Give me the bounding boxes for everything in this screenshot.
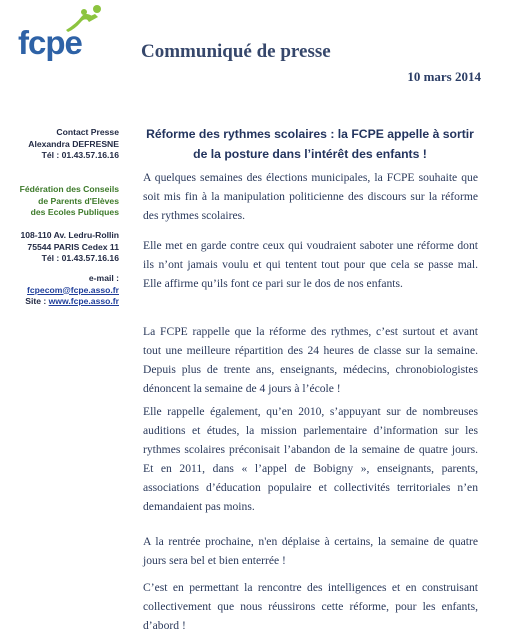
article-title-line: Réforme des rythmes scolaires : la FCPE appelle à sortir <box>146 127 474 141</box>
contact-name: Alexandra DEFRESNE <box>28 138 119 149</box>
page-title: Communiqué de presse <box>141 41 331 62</box>
site-label: Site : <box>25 296 49 306</box>
paragraph: Elle rappelle également, qu’en 2010, s’appuyant sur de nombreuses auditions et études, la mission parlementaire d’information sur les rythmes scolaires préconisait l’abandon de la semaine de quatre jours. Et en 2011, dans « l’appel de Bobigny », enseignants, parents, associations d’éducation populaire et collectivités territoriales n’en demandaient pas moins. <box>143 405 478 513</box>
address-line: 108-110 Av. Ledru-Rollin <box>20 230 119 240</box>
org-name-line: de Parents d'Elèves <box>38 195 119 206</box>
address-line: 75544 PARIS Cedex 11 <box>27 241 119 252</box>
organization-block <box>18 184 119 219</box>
org-name-line: Fédération des Conseils <box>19 184 119 194</box>
email-link[interactable]: fcpecom@fcpe.asso.fr <box>27 284 119 295</box>
paragraph: Elle met en garde contre ceux qui voudraient saboter une réforme dont ils n’ont jamais voulu et qui tentent tout pour que cela se passe mal. Elle affirme qu’ils font ce pari sur le dos de nos enfants. <box>143 239 478 290</box>
address-phone: Tél : 01.43.57.16.16 <box>41 253 119 263</box>
article-title <box>138 124 482 164</box>
contact-links-block <box>18 273 119 308</box>
email-label: e-mail : <box>88 273 119 283</box>
contact-label: Contact Presse <box>56 127 119 137</box>
article-title-line: de la posture dans l’intérêt des enfants ! <box>193 147 427 161</box>
logo-wordmark: fcpe <box>18 24 82 61</box>
org-name-line: des Ecoles Publiques <box>30 207 119 217</box>
paragraph: A quelques semaines des élections municipales, la FCPE souhaite que soit mis fin à la manipulation politicienne des discours sur la réforme des rythmes scolaires. <box>143 171 478 222</box>
fcpe-logo <box>18 4 100 66</box>
website-link[interactable]: www.fcpe.asso.fr <box>48 296 119 306</box>
release-date: 10 mars 2014 <box>407 69 481 84</box>
contact-phone: Tél : 01.43.57.16.16 <box>41 150 119 160</box>
paragraph: A la rentrée prochaine, n'en déplaise à certains, la semaine de quatre jours sera bel et bien enterrée ! <box>143 535 478 567</box>
paragraph: La FCPE rappelle que la réforme des rythmes, c’est surtout et avant tout une meilleure répartition des 24 heures de classe sur la semaine. Depuis plus de trente ans, enseignants, médecins, chronobiologistes dénoncent la semaine de 4 jours à l’école ! <box>143 325 478 395</box>
press-contact-block <box>18 127 119 162</box>
address-block <box>18 230 119 265</box>
paragraph: C’est en permettant la rencontre des intelligences et en construisant collectivement que nous réussirons cette réforme, pour les enfants, d’abord ! <box>143 581 478 632</box>
